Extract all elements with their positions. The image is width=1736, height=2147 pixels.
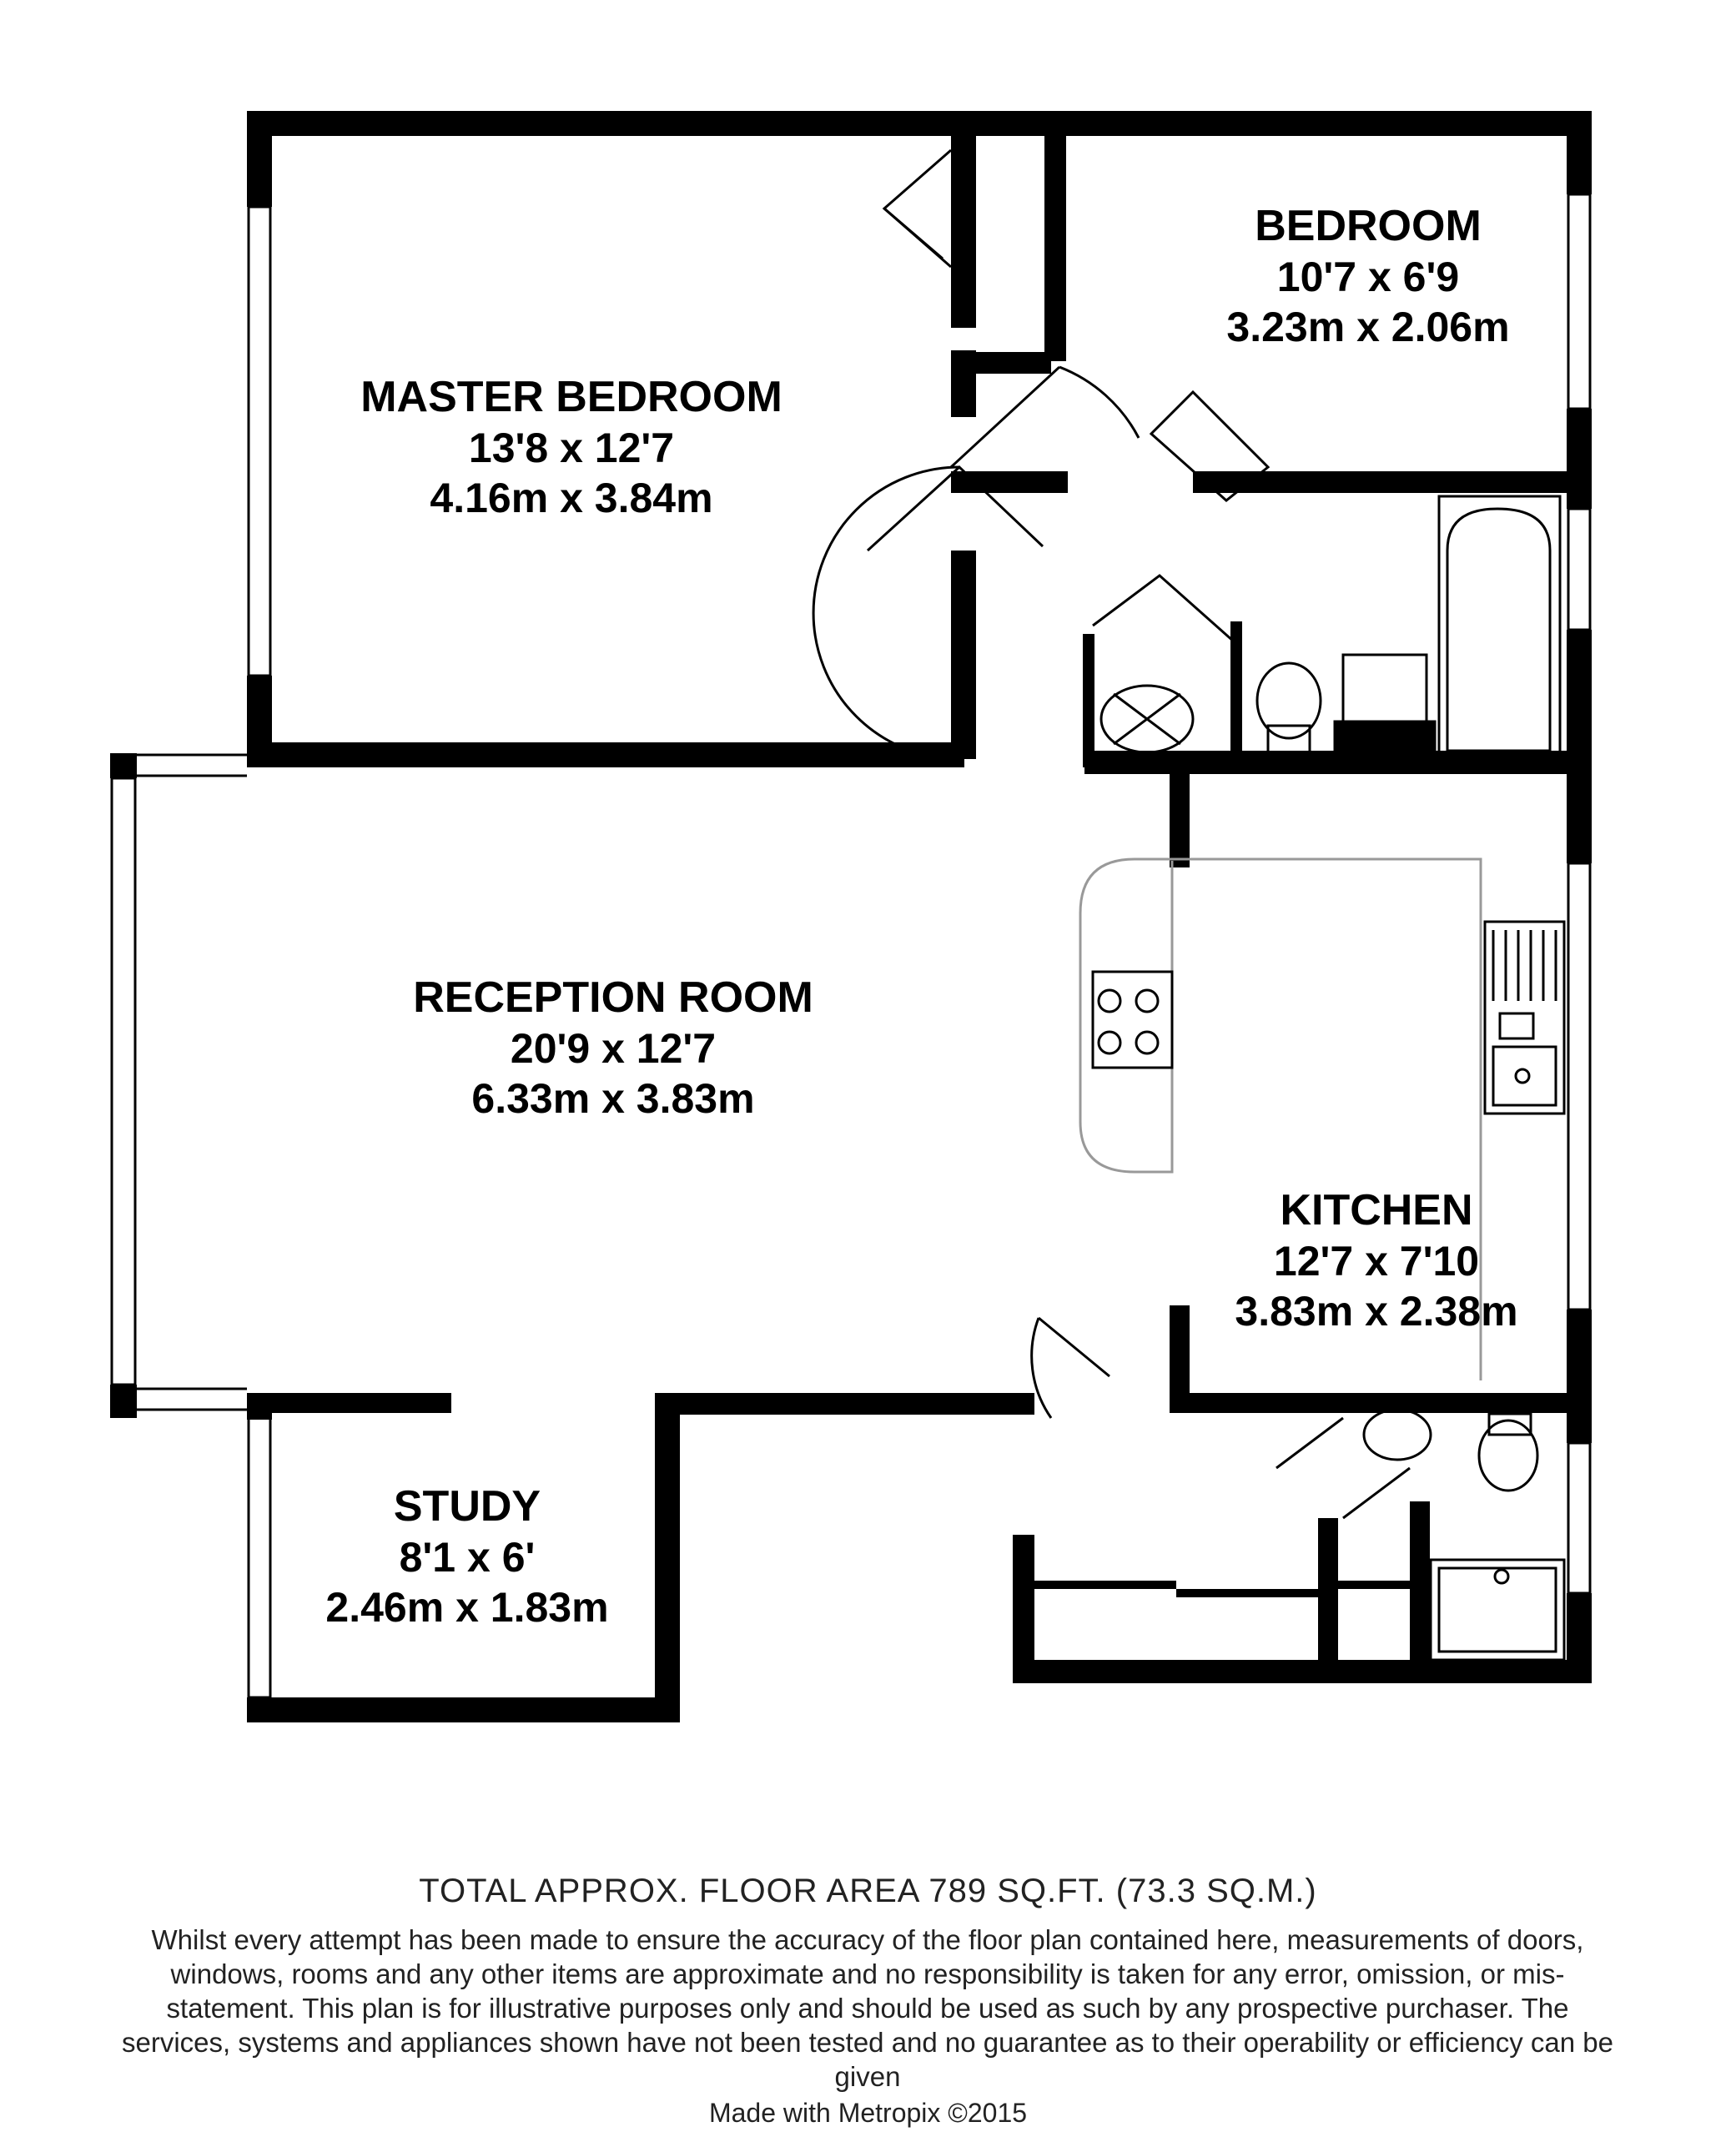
kitchen-imperial: 12'7 x 7'10 [1273, 1238, 1480, 1285]
reception-room-label [350, 972, 876, 1124]
kitchen-metric: 3.83m x 2.38m [1235, 1288, 1518, 1335]
bedroom-label [1168, 200, 1568, 352]
kitchen-label [1193, 1184, 1560, 1336]
total-floor-area: TOTAL APPROX. FLOOR AREA 789 SQ.FT. (73.3 SQ.M.) [419, 1873, 1317, 1909]
study-metric: 2.46m x 1.83m [325, 1584, 609, 1632]
study-label [300, 1481, 634, 1632]
master-bedroom-imperial: 13'8 x 12'7 [468, 425, 675, 472]
bathroom-fixtures [1101, 496, 1564, 1660]
reception-room-imperial: 20'9 x 12'7 [510, 1025, 717, 1073]
study-name: STUDY [393, 1482, 541, 1531]
study-imperial: 8'1 x 6' [399, 1534, 536, 1581]
bedroom-name: BEDROOM [1255, 202, 1482, 250]
reception-room-name: RECEPTION ROOM [413, 973, 813, 1022]
master-bedroom-label [309, 371, 834, 523]
kitchen-sink [1485, 922, 1564, 1114]
master-bedroom-metric: 4.16m x 3.84m [430, 475, 713, 522]
kitchen-name: KITCHEN [1280, 1186, 1473, 1234]
made-with-credit: Made with Metropix ©2015 [708, 2098, 1028, 2128]
bedroom-imperial: 10'7 x 6'9 [1276, 254, 1460, 301]
master-bedroom-name: MASTER BEDROOM [360, 373, 782, 421]
reception-room-metric: 6.33m x 3.83m [471, 1075, 755, 1123]
disclaimer-text: Whilst every attempt has been made to ensure the accuracy of the floor plan contained here, measurements of doors, windows, rooms and any other items are approximate and no responsibility is taken for any error, omission, or mis-statement. This plan is for illustrative purposes only and should be used as such by any prospective purchaser. The services, systems and appliances shown have not been tested and no guarantee as to their operability or efficiency can be given [122, 1924, 1613, 2092]
bedroom-metric: 3.23m x 2.06m [1226, 304, 1510, 351]
